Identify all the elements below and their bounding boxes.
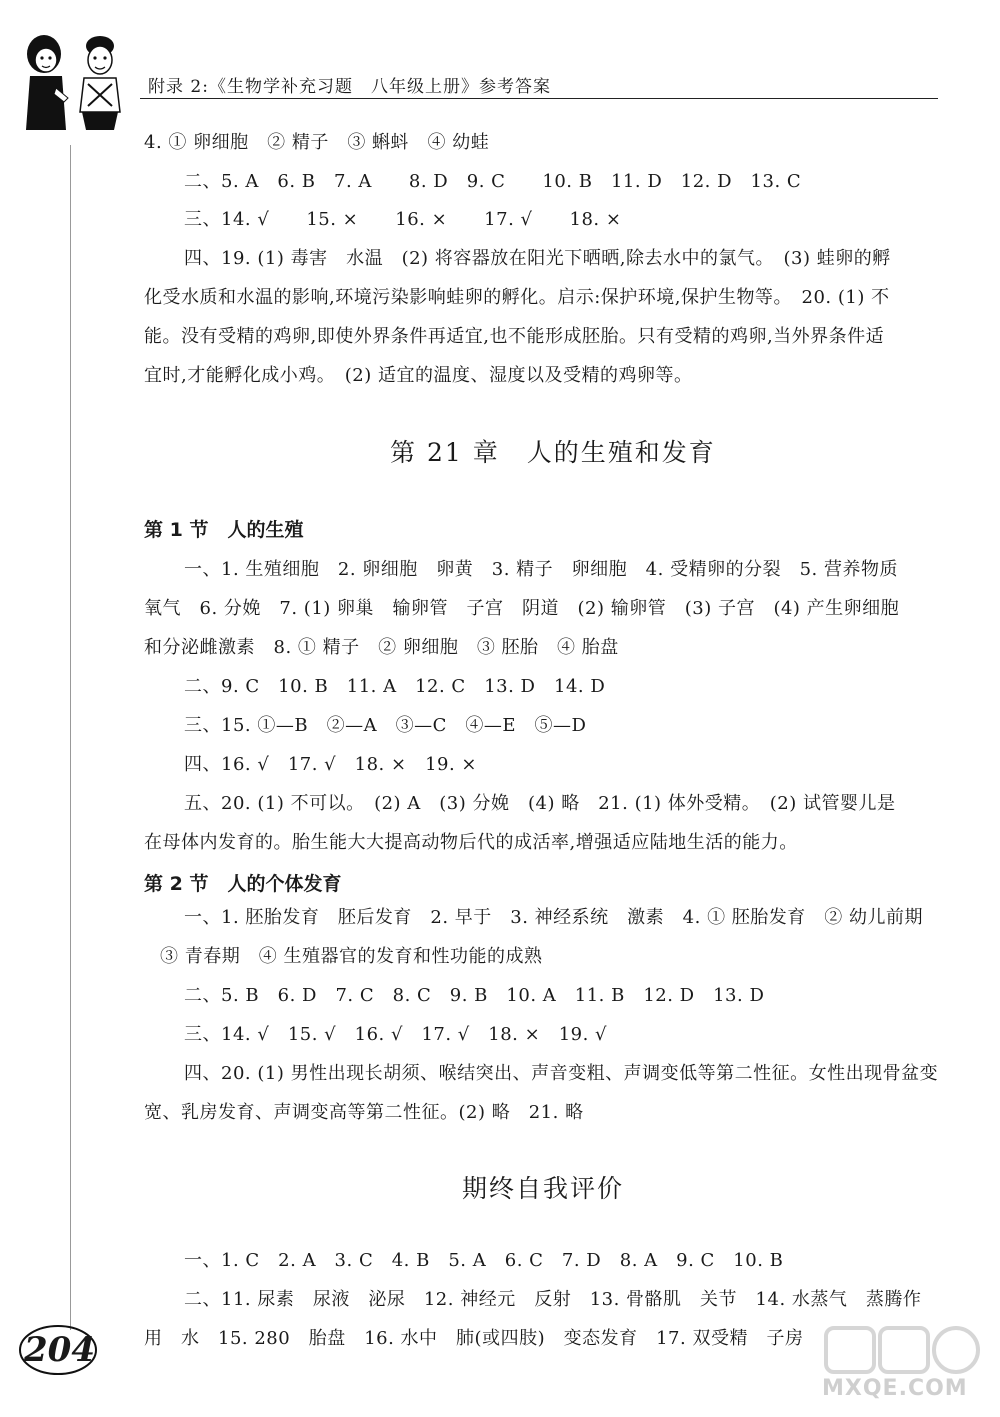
section-heading-final: 期终自我评价 bbox=[462, 1174, 625, 1203]
answer-line: 二、9. C 10. B 11. A 12. C 13. D 14. D bbox=[184, 676, 606, 697]
answer-line: 五、20. (1) 不可以。 (2) A (3) 分娩 (4) 略 21. (1) 体外受精。 (2) 试管婴儿是 bbox=[184, 793, 896, 814]
answer-line: 在母体内发育的。胎生能大大提高动物后代的成活率,增强适应陆地生活的能力。 bbox=[144, 832, 798, 853]
watermark-logo bbox=[818, 1322, 986, 1408]
answer-line: 能。没有受精的鸡卵,即使外界条件再适宜,也不能形成胚胎。只有受精的鸡卵,当外界条件适 bbox=[144, 326, 885, 347]
answer-line: ③ 青春期 ④ 生殖器官的发育和性功能的成熟 bbox=[160, 946, 543, 967]
answer-line: 宜时,才能孵化成小鸡。 (2) 适宜的温度、湿度以及受精的鸡卵等。 bbox=[144, 365, 693, 386]
answer-line: 三、14. √ 15. √ 16. √ 17. √ 18. × 19. √ bbox=[184, 1024, 608, 1045]
answer-line: 氧气 6. 分娩 7. (1) 卵巢 输卵管 子宫 阴道 (2) 输卵管 (3) 子宫 (4) 产生卵细胞 bbox=[144, 598, 900, 619]
chapter-title: 第 21 章 人的生殖和发育 bbox=[390, 438, 716, 467]
answer-line: 一、1. C 2. A 3. C 4. B 5. A 6. C 7. D 8. A 9. C 10. B bbox=[184, 1250, 784, 1271]
answer-line: 一、1. 生殖细胞 2. 卵细胞 卵黄 3. 精子 卵细胞 4. 受精卵的分裂 5. 营养物质 bbox=[184, 559, 898, 580]
answer-line: 四、16. √ 17. √ 18. × 19. × bbox=[184, 754, 477, 775]
watermark-url: MXQE.COM bbox=[822, 1376, 968, 1401]
answer-line: 二、5. B 6. D 7. C 8. C 9. B 10. A 11. B 12. D 13. D bbox=[184, 985, 765, 1006]
answer-line: 宽、乳房发育、声调变高等第二性征。(2) 略 21. 略 bbox=[144, 1102, 584, 1123]
answer-line: 二、5. A 6. B 7. A 8. D 9. C 10. B 11. D 12. D 13. C bbox=[184, 171, 802, 192]
answer-line: 一、1. 胚胎发育 胚后发育 2. 早于 3. 神经系统 激素 4. ① 胚胎发育 ② 幼儿前期 bbox=[184, 907, 924, 928]
page-number: 204 bbox=[24, 1330, 95, 1370]
answer-line: 4. ① 卵细胞 ② 精子 ③ 蝌蚪 ④ 幼蛙 bbox=[144, 132, 490, 153]
answer-line: 化受水质和水温的影响,环境污染影响蛙卵的孵化。启示:保护环境,保护生物等。 20. (1) 不 bbox=[144, 287, 890, 308]
answer-line: 和分泌雌激素 8. ① 精子 ② 卵细胞 ③ 胚胎 ④ 胎盘 bbox=[144, 637, 619, 658]
section-title: 第 1 节 人的生殖 bbox=[144, 519, 304, 541]
answer-line: 四、20. (1) 男性出现长胡须、喉结突出、声音变粗、声调变低等第二性征。女性出现骨盆变 bbox=[184, 1063, 939, 1084]
running-header: 附录 2:《生物学补充习题 八年级上册》参考答案 bbox=[148, 77, 551, 97]
header-rule bbox=[140, 98, 938, 99]
margin-rule bbox=[70, 145, 71, 1330]
answer-line: 用 水 15. 280 胎盘 16. 水中 肺(或四肢) 变态发育 17. 双受精 子房 bbox=[144, 1328, 804, 1349]
page-number-badge bbox=[16, 1322, 100, 1378]
cartoon-figures-illustration bbox=[18, 28, 130, 133]
answer-line: 三、14. √ 15. × 16. × 17. √ 18. × bbox=[184, 209, 622, 230]
answer-line: 四、19. (1) 毒害 水温 (2) 将容器放在阳光下晒晒,除去水中的氯气。 (3) 蛙卵的孵 bbox=[184, 248, 891, 269]
answer-line: 二、11. 尿素 尿液 泌尿 12. 神经元 反射 13. 骨骼肌 关节 14. 水蒸气 蒸腾作 bbox=[184, 1289, 922, 1310]
section-title: 第 2 节 人的个体发育 bbox=[144, 873, 342, 895]
answer-line: 三、15. ①—B ②—A ③—C ④—E ⑤—D bbox=[184, 715, 587, 736]
